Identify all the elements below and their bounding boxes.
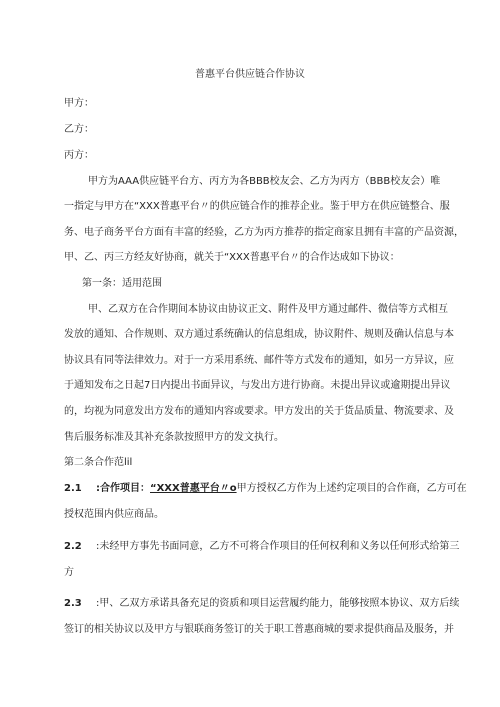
clause-text: :甲、乙双方承诺具备充足的资质和项目运营履约能力，能够按照本协议、双方后续 [96, 598, 460, 609]
doc-title: 普惠平台供应链合作协议 [195, 69, 305, 80]
clause-2-3-cont: 签订的相关协议以及甲方与银联商务签订的关于职工普惠商城的要求提供商品及服务，并 [64, 624, 454, 635]
article1-line: 于通知发布之日起7日内提出书面异议，与发出方进行协商。未提出异议或逾期提出异议 [64, 380, 451, 391]
article1-line: 的，均视为同意发出方发布的通知内容或要求。甲方发出的关于货品质量、物流要求、及 [64, 406, 454, 417]
party-c-label: 丙方： [64, 150, 94, 161]
clause-2-2 [64, 540, 460, 554]
intro-line: 甲、乙、丙三方经友好协商，就关于“XXX普惠平台〃的合作达成如下协议： [64, 252, 400, 263]
intro-line: 甲方为AAA供应链平台方、丙方为各BBB校友会、乙方为丙方（BBB校友会）唯 [88, 176, 441, 187]
clause-number: 2.2 [64, 541, 82, 552]
article1-line: 售后服务标准及其补充条款按照甲方的发文执行。 [64, 432, 284, 443]
party-b-label: 乙方： [64, 124, 94, 135]
clause-text: 甲方授权乙方作为上述约定项目的合作商，乙方可在 [236, 483, 467, 494]
clause-2-1-cont: 授权范围内供应商品。 [64, 509, 164, 520]
clause-head: :合作项目： [96, 483, 150, 494]
project-name: “XXX普惠平台〃o [150, 483, 237, 494]
article1-line: 协议具有同等法律效力。对于一方采用系统、邮件等方式发布的通知，如另一方异议，应 [64, 355, 454, 366]
article1-line: 甲、乙双方在合作期间本协议由协议正文、附件及甲方通过邮件、微信等方式相互 [88, 304, 448, 315]
intro-line: 务、电子商务平台方面有丰富的经验，乙方为丙方推荐的指定商家且拥有丰富的产品资源， [64, 227, 464, 238]
intro-line: 一指定与甲方在“XXX普惠平台〃的供应链合作的推荐企业。鉴于甲方在供应链整合、服 [64, 201, 450, 212]
clause-2-3 [64, 597, 460, 611]
clause-text: :未经甲方事先书面同意，乙方不可将合作项目的任何权利和义务以任何形式给第三 [96, 541, 460, 552]
clause-2-1 [64, 482, 467, 496]
party-a-label: 甲方： [64, 98, 94, 109]
clause-number: 2.3 [64, 598, 82, 609]
article1-line: 发放的通知、合作规则、双方通过系统确认的信息组成，协议附件、规则及确认信息与本 [64, 329, 454, 340]
clause-2-2-cont: 方 [64, 567, 74, 578]
article2-heading: 第二条合作范lil [64, 457, 133, 468]
article1-heading: 第一条：适用范围 [82, 278, 162, 289]
clause-number: 2.1 [64, 483, 82, 494]
